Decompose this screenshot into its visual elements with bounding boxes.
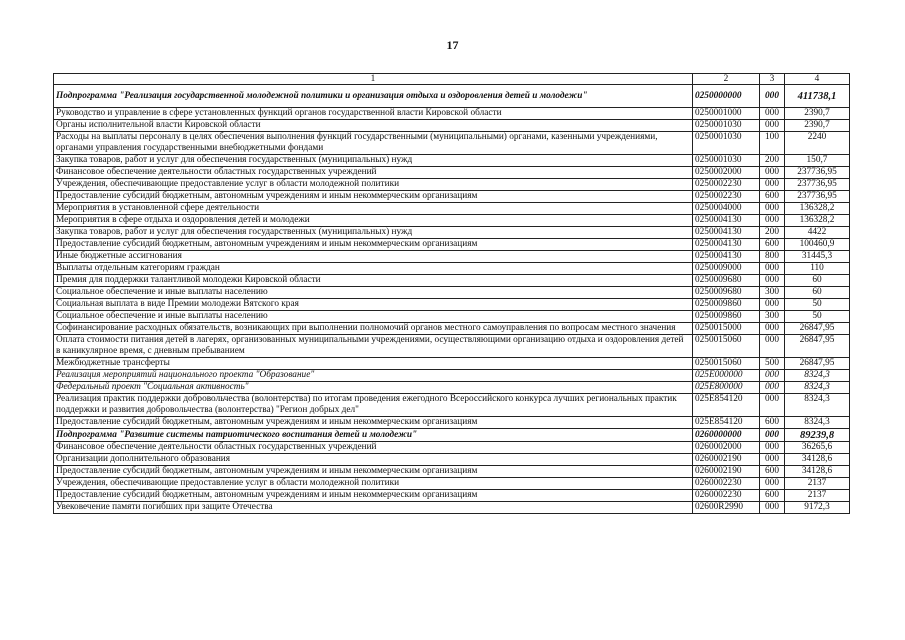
row-amount: 136328,2 (785, 215, 850, 227)
row-amount: 110 (785, 263, 850, 275)
row-name: Федеральный проект "Социальная активность" (54, 382, 693, 394)
table-row (54, 227, 850, 239)
table-row (54, 85, 850, 108)
row-amount: 34128,6 (785, 466, 850, 478)
row-code: 025E000000 (693, 370, 760, 382)
row-name: Оплата стоимости питания детей в лагерях, организованных муниципальными учреждениями, осуществляющими организацию отдыха и оздоровления детей в каникулярное время, с дневным пребыванием (54, 335, 693, 358)
row-kind: 000 (760, 323, 785, 335)
table-row (54, 191, 850, 203)
row-kind: 800 (760, 251, 785, 263)
table-row (54, 251, 850, 263)
row-name: Мероприятия в установленной сфере деятельности (54, 203, 693, 215)
table-row (54, 454, 850, 466)
row-kind: 000 (760, 263, 785, 275)
row-amount: 2137 (785, 490, 850, 502)
row-code: 0250004130 (693, 215, 760, 227)
row-code: 0250004130 (693, 251, 760, 263)
table-row (54, 263, 850, 275)
row-kind: 500 (760, 358, 785, 370)
budget-table (53, 73, 850, 514)
table-row (54, 239, 850, 251)
table-row (54, 287, 850, 299)
row-code: 0260000000 (693, 429, 760, 442)
row-code: 02600R2990 (693, 502, 760, 514)
table-row (54, 120, 850, 132)
row-code: 0250009000 (693, 263, 760, 275)
row-kind: 300 (760, 287, 785, 299)
row-name: Финансовое обеспечение деятельности областных государственных учреждений (54, 442, 693, 454)
table-row (54, 167, 850, 179)
row-code: 0250001000 (693, 108, 760, 120)
row-name: Организации дополнительного образования (54, 454, 693, 466)
row-amount: 2390,7 (785, 108, 850, 120)
row-code: 0260002190 (693, 466, 760, 478)
table-row (54, 323, 850, 335)
row-code: 0250002000 (693, 167, 760, 179)
table-body (54, 85, 850, 514)
row-amount: 26847,95 (785, 335, 850, 358)
row-amount: 9172,3 (785, 502, 850, 514)
row-amount: 411738,1 (785, 85, 850, 108)
row-kind: 600 (760, 239, 785, 251)
column-header-amount: 4 (785, 74, 850, 85)
row-code: 0250009860 (693, 299, 760, 311)
table-row (54, 478, 850, 490)
row-amount: 26847,95 (785, 323, 850, 335)
row-code: 0260002190 (693, 454, 760, 466)
row-code: 0260002230 (693, 490, 760, 502)
row-name: Органы исполнительной власти Кировской области (54, 120, 693, 132)
row-kind: 000 (760, 502, 785, 514)
row-name: Софинансирование расходных обязательств, возникающих при выполнении полномочий органов местного самоуправления по вопросам местного значения (54, 323, 693, 335)
row-name: Социальная выплата в виде Премии молодежи Вятского края (54, 299, 693, 311)
row-amount: 2390,7 (785, 120, 850, 132)
row-name: Подпрограмма "Реализация государственной молодежной политики и организация отдыха и оздоровления детей и молодежи" (54, 85, 693, 108)
table-row (54, 299, 850, 311)
row-name: Закупка товаров, работ и услуг для обеспечения государственных (муниципальных) нужд (54, 227, 693, 239)
row-amount: 26847,95 (785, 358, 850, 370)
row-amount: 31445,3 (785, 251, 850, 263)
row-kind: 000 (760, 382, 785, 394)
row-kind: 000 (760, 478, 785, 490)
row-kind: 000 (760, 167, 785, 179)
row-name: Межбюджетные трансферты (54, 358, 693, 370)
table-row (54, 502, 850, 514)
row-amount: 36265,6 (785, 442, 850, 454)
row-kind: 000 (760, 394, 785, 417)
row-name: Закупка товаров, работ и услуг для обеспечения государственных (муниципальных) нужд (54, 155, 693, 167)
row-code: 0250004130 (693, 227, 760, 239)
row-name: Реализация практик поддержки добровольчества (волонтерства) по итогам проведения ежегодного Всероссийского конкурса лучших региональных практик поддержки и развития добровольчества (волонтерства) "Регион добрых дел" (54, 394, 693, 417)
row-code: 0260002230 (693, 478, 760, 490)
table-row (54, 311, 850, 323)
row-kind: 000 (760, 120, 785, 132)
table-row (54, 155, 850, 167)
row-code: 0250001030 (693, 120, 760, 132)
table-row (54, 382, 850, 394)
row-amount: 60 (785, 287, 850, 299)
row-kind: 000 (760, 85, 785, 108)
row-code: 025E854120 (693, 394, 760, 417)
row-amount: 50 (785, 311, 850, 323)
row-kind: 000 (760, 454, 785, 466)
row-name: Мероприятия в сфере отдыха и оздоровления детей и молодежи (54, 215, 693, 227)
table-row (54, 132, 850, 155)
row-code: 0250000000 (693, 85, 760, 108)
table-row (54, 358, 850, 370)
row-kind: 000 (760, 370, 785, 382)
row-code: 0250004130 (693, 239, 760, 251)
row-amount: 100460,9 (785, 239, 850, 251)
row-code: 0250015060 (693, 358, 760, 370)
column-header-kind: 3 (760, 74, 785, 85)
row-code: 0250009680 (693, 275, 760, 287)
row-kind: 600 (760, 191, 785, 203)
row-kind: 000 (760, 203, 785, 215)
row-code: 0250001030 (693, 132, 760, 155)
row-name: Выплаты отдельным категориям граждан (54, 263, 693, 275)
row-amount: 8324,3 (785, 394, 850, 417)
row-kind: 000 (760, 299, 785, 311)
row-name: Финансовое обеспечение деятельности областных государственных учреждений (54, 167, 693, 179)
row-amount: 237736,95 (785, 167, 850, 179)
row-kind: 000 (760, 335, 785, 358)
row-name: Учреждения, обеспечивающие предоставление услуг в области молодежной политики (54, 478, 693, 490)
row-name: Предоставление субсидий бюджетным, автономным учреждениям и иным некоммерческим организациям (54, 490, 693, 502)
table-row (54, 215, 850, 227)
row-kind: 600 (760, 466, 785, 478)
row-code: 0260002000 (693, 442, 760, 454)
row-amount: 50 (785, 299, 850, 311)
table-row (54, 466, 850, 478)
row-name: Предоставление субсидий бюджетным, автономным учреждениям и иным некоммерческим организациям (54, 239, 693, 251)
table-row (54, 429, 850, 442)
table-row (54, 335, 850, 358)
row-kind: 600 (760, 490, 785, 502)
row-name: Предоставление субсидий бюджетным, автономным учреждениям и иным некоммерческим организациям (54, 466, 693, 478)
row-name: Социальное обеспечение и иные выплаты населению (54, 287, 693, 299)
row-kind: 100 (760, 132, 785, 155)
row-amount: 89239,8 (785, 429, 850, 442)
row-amount: 4422 (785, 227, 850, 239)
column-header-name: 1 (54, 74, 693, 85)
row-code: 025E800000 (693, 382, 760, 394)
row-amount: 2137 (785, 478, 850, 490)
row-amount: 34128,6 (785, 454, 850, 466)
row-kind: 000 (760, 442, 785, 454)
row-amount: 8324,3 (785, 370, 850, 382)
row-code: 0250002230 (693, 179, 760, 191)
column-header-code: 2 (693, 74, 760, 85)
row-name: Предоставление субсидий бюджетным, автономным учреждениям и иным некоммерческим организациям (54, 417, 693, 429)
page-number: 17 (446, 38, 459, 52)
row-code: 025E854120 (693, 417, 760, 429)
table-header-row (54, 74, 850, 85)
row-code: 0250015000 (693, 323, 760, 335)
row-name: Руководство и управление в сфере установленных функций органов государственной власти Кировской области (54, 108, 693, 120)
row-amount: 237736,95 (785, 191, 850, 203)
row-amount: 150,7 (785, 155, 850, 167)
table-row (54, 275, 850, 287)
row-amount: 237736,95 (785, 179, 850, 191)
row-name: Предоставление субсидий бюджетным, автономным учреждениям и иным некоммерческим организациям (54, 191, 693, 203)
row-amount: 8324,3 (785, 382, 850, 394)
row-kind: 000 (760, 275, 785, 287)
row-kind: 000 (760, 215, 785, 227)
row-amount: 8324,3 (785, 417, 850, 429)
row-code: 0250004000 (693, 203, 760, 215)
row-code: 0250015060 (693, 335, 760, 358)
table-row (54, 442, 850, 454)
table-row (54, 108, 850, 120)
row-kind: 300 (760, 311, 785, 323)
table-row (54, 417, 850, 429)
row-kind: 200 (760, 155, 785, 167)
row-kind: 600 (760, 417, 785, 429)
row-kind: 000 (760, 108, 785, 120)
row-name: Учреждения, обеспечивающие предоставление услуг в области молодежной политики (54, 179, 693, 191)
row-name: Подпрограмма "Развитие системы патриотического воспитания детей и молодежи" (54, 429, 693, 442)
row-name: Реализация мероприятий национального проекта "Образование" (54, 370, 693, 382)
row-amount: 60 (785, 275, 850, 287)
table-row (54, 203, 850, 215)
row-kind: 200 (760, 227, 785, 239)
table-row (54, 370, 850, 382)
row-name: Социальное обеспечение и иные выплаты населению (54, 311, 693, 323)
table-row (54, 179, 850, 191)
row-name: Премия для поддержки талантливой молодежи Кировской области (54, 275, 693, 287)
row-code: 0250002230 (693, 191, 760, 203)
row-name: Иные бюджетные ассигнования (54, 251, 693, 263)
table-row (54, 394, 850, 417)
row-amount: 136328,2 (785, 203, 850, 215)
row-kind: 000 (760, 179, 785, 191)
row-name: Увековечение памяти погибших при защите Отечества (54, 502, 693, 514)
row-code: 0250009860 (693, 311, 760, 323)
row-kind: 000 (760, 429, 785, 442)
row-code: 0250001030 (693, 155, 760, 167)
row-name: Расходы на выплаты персоналу в целях обеспечения выполнения функций государственными (муниципальными) органами, казенными учреждениями, органами управления государственными внебюджетными фондами (54, 132, 693, 155)
table-row (54, 490, 850, 502)
row-amount: 2240 (785, 132, 850, 155)
row-code: 0250009680 (693, 287, 760, 299)
